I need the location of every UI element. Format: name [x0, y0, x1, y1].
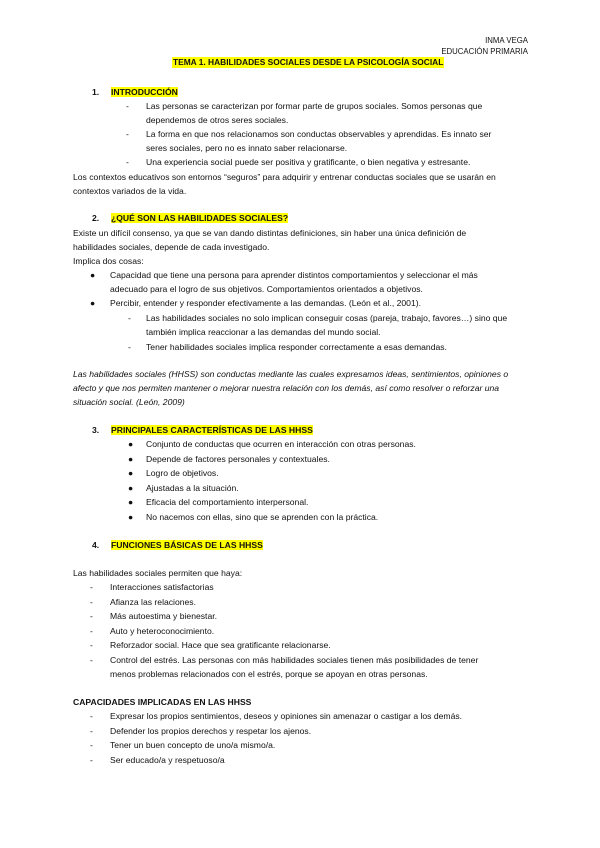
list-item: Control del estrés. Las personas con más habilidades sociales tienen más posibilidades de tener: [110, 655, 479, 665]
dash-marker: -: [90, 626, 93, 636]
list-item: La forma en que nos relacionamos son conductas observables y aprendidas. Es innato ser: [146, 129, 492, 139]
paragraph-line: Existe un difícil consenso, ya que se van dando distintas definiciones, sin haber una única definición de: [73, 228, 467, 238]
list-item: Auto y heteroconocimiento.: [110, 626, 215, 636]
section-number: 2.: [92, 213, 100, 223]
dash-marker: -: [90, 640, 93, 650]
bullet-item: Percibir, entender y responder efectivamente a las demandas. (León et al., 2001).: [110, 298, 421, 308]
list-item: Tener un buen concepto de uno/a mismo/a.: [110, 740, 276, 750]
list-item: Reforzador social. Hace que sea gratificante relacionarse.: [110, 640, 331, 650]
bullet-item: Logro de objetivos.: [146, 468, 219, 478]
dash-marker: -: [90, 611, 93, 621]
bullet-marker: ●: [128, 468, 134, 478]
section-title: FUNCIONES BÁSICAS DE LAS HHSS: [111, 540, 263, 550]
list-item: Ser educado/a y respetuoso/a: [110, 755, 225, 765]
bullet-marker: ●: [128, 439, 134, 449]
bullet-item: Eficacia del comportamiento interpersonal.: [146, 497, 309, 507]
list-item: Expresar los propios sentimientos, deseos y opiniones sin amenazar o castigar a los demás.: [110, 711, 463, 721]
paragraph-line: contextos variados de la vida.: [73, 186, 187, 196]
section-title: PRINCIPALES CARACTERÍSTICAS DE LAS HHSS: [111, 425, 313, 435]
list-item-cont: dependemos de otros seres sociales.: [146, 115, 289, 125]
section-number: 3.: [92, 425, 100, 435]
bullet-item: No nacemos con ellas, sino que se aprenden con la práctica.: [146, 512, 379, 522]
dash-marker: -: [90, 726, 93, 736]
paragraph-line: habilidades sociales, depende de cada investigado.: [73, 242, 270, 252]
sub-item: Tener habilidades sociales implica responder correctamente a esas demandas.: [146, 342, 447, 352]
section-title: INTRODUCCIÓN: [111, 87, 178, 97]
dash-marker: -: [90, 597, 93, 607]
dash-marker: -: [126, 157, 129, 167]
dash-marker: -: [126, 101, 129, 111]
dash-marker: -: [128, 342, 131, 352]
section-1-heading: [92, 86, 178, 100]
dash-marker: -: [90, 711, 93, 721]
document-title: TEMA 1. HABILIDADES SOCIALES DESDE LA PSICOLOGÍA SOCIAL: [173, 57, 444, 67]
bullet-item: Depende de factores personales y contextuales.: [146, 454, 330, 464]
quote-line: situación social. (León, 2009): [73, 397, 185, 407]
dash-marker: -: [90, 655, 93, 665]
dash-marker: -: [90, 755, 93, 765]
section-4-heading: [92, 539, 263, 553]
section-2-heading: [92, 212, 288, 226]
bullet-marker: ●: [128, 454, 134, 464]
list-item: Las personas se caracterizan por formar parte de grupos sociales. Somos personas que: [146, 101, 483, 111]
quote-line: Las habilidades sociales (HHSS) son conductas mediante las cuales expresamos ideas, sentimientos, opiniones o: [73, 369, 509, 379]
dash-marker: -: [126, 129, 129, 139]
paragraph-line: Implica dos cosas:: [73, 256, 144, 266]
list-item-cont: seres sociales, pero no es innato saber relacionarse.: [146, 143, 348, 153]
course-name: EDUCACIÓN PRIMARIA: [441, 47, 528, 56]
sub-item: Las habilidades sociales no solo implican conseguir cosas (pareja, trabajo, favores…) sino que: [146, 313, 508, 323]
dash-marker: -: [90, 740, 93, 750]
bullet-item: Capacidad que tiene una persona para aprender distintos comportamientos y seleccionar el más: [110, 270, 478, 280]
section-number: 1.: [92, 87, 100, 97]
list-item-cont: menos problemas relacionados con el estrés, porque se apoyan en otras personas.: [110, 669, 428, 679]
quote-line: afecto y que nos permiten mantener o mejorar nuestra relación con los demás, así como resolver o reforzar una: [73, 383, 500, 393]
section-title: ¿QUÉ SON LAS HABILIDADES SOCIALES?: [111, 213, 289, 223]
bullet-marker: ●: [90, 270, 96, 280]
dash-marker: -: [90, 582, 93, 592]
bullet-item: Ajustadas a la situación.: [146, 483, 239, 493]
section-5-heading: CAPACIDADES IMPLICADAS EN LAS HHSS: [73, 697, 252, 707]
bullet-marker: ●: [128, 483, 134, 493]
bullet-item-cont: adecuado para el logro de sus objetivos. Comportamientos orientados a objetivos.: [110, 284, 423, 294]
sub-item-cont: también implica reaccionar a las demandas del mundo social.: [146, 327, 381, 337]
dash-marker: -: [128, 313, 131, 323]
paragraph-line: Las habilidades sociales permiten que haya:: [73, 568, 243, 578]
bullet-marker: ●: [90, 298, 96, 308]
bullet-marker: ●: [128, 497, 134, 507]
paragraph-line: Los contextos educativos son entornos “seguros” para adquirir y entrenar conductas sociales que se usarán en: [73, 172, 496, 182]
list-item: Afianza las relaciones.: [110, 597, 196, 607]
author-name: INMA VEGA: [485, 36, 528, 45]
section-number: 4.: [92, 540, 100, 550]
list-item: Interacciones satisfactorias: [110, 582, 214, 592]
bullet-item: Conjunto de conductas que ocurren en interacción con otras personas.: [146, 439, 416, 449]
list-item: Defender los propios derechos y respetar los ajenos.: [110, 726, 312, 736]
section-3-heading: [92, 424, 313, 438]
list-item: Una experiencia social puede ser positiva y gratificante, o bien negativa y estresante.: [146, 157, 471, 167]
bullet-marker: ●: [128, 512, 134, 522]
list-item: Más autoestima y bienestar.: [110, 611, 217, 621]
